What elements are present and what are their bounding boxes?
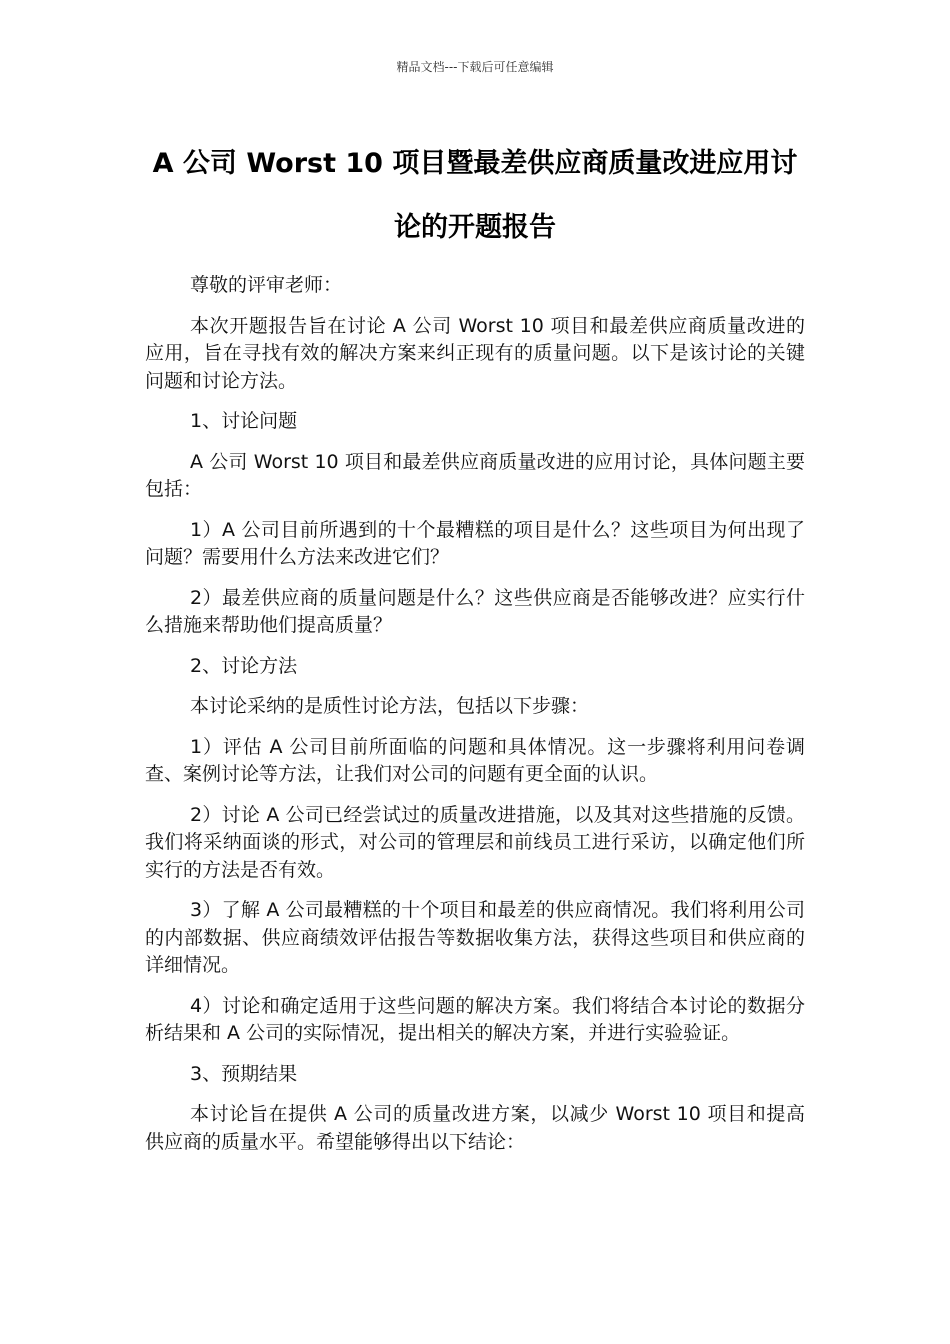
questions-intro-paragraph: A 公司 Worst 10 项目和最差供应商质量改进的应用讨论，具体问题主要包括： [145,450,805,500]
method-step-2: 2）讨论 A 公司已经尝试过的质量改进措施，以及其对这些措施的反馈。我们将采纳面谈的形式，对公司的管理层和前线员工进行采访，以确定他们所实行的方法是否有效。 [145,803,805,881]
methods-intro-paragraph: 本讨论采纳的是质性讨论方法，包括以下步骤： [190,695,590,717]
section-heading-methods: 2、讨论方法 [190,654,298,677]
question-item-2: 2）最差供应商的质量问题是什么？这些供应商是否能够改进？应实行什么措施来帮助他们提高质量？ [145,586,805,636]
method-step-1: 1）评估 A 公司目前所面临的问题和具体情况。这一步骤将利用问卷调查、案例讨论等方法，让我们对公司的问题有更全面的认识。 [145,735,805,785]
salutation: 尊敬的评审老师： [190,274,343,296]
method-step-4: 4）讨论和确定适用于这些问题的解决方案。我们将结合本讨论的数据分析结果和 A 公司的实际情况，提出相关的解决方案，并进行实验验证。 [145,994,805,1044]
header-note: 精品文档---下载后可任意编辑 [396,60,554,74]
results-paragraph: 本讨论旨在提供 A 公司的质量改进方案，以减少 Worst 10 项目和提高供应商的质量水平。希望能够得出以下结论： [145,1103,805,1153]
method-step-3: 3）了解 A 公司最糟糕的十个项目和最差的供应商情况。我们将利用公司的内部数据、供应商绩效评估报告等数据收集方法，获得这些项目和供应商的详细情况。 [145,899,805,976]
section-heading-questions: 1、讨论问题 [190,410,298,432]
document-body [145,272,805,1169]
section-heading-results: 3、预期结果 [190,1062,298,1085]
question-item-1: 1）A 公司目前所遇到的十个最糟糕的项目是什么？这些项目为何出现了问题？需要用什么方法来改进它们？ [145,518,805,568]
intro-paragraph: 本次开题报告旨在讨论 A 公司 Worst 10 项目和最差供应商质量改进的应用，旨在寻找有效的解决方案来纠正现有的质量问题。以下是该讨论的关键问题和讨论方法。 [145,314,805,392]
document-title: A 公司 Worst 10 项目暨最差供应商质量改进应用讨论的开题报告 [152,148,798,243]
